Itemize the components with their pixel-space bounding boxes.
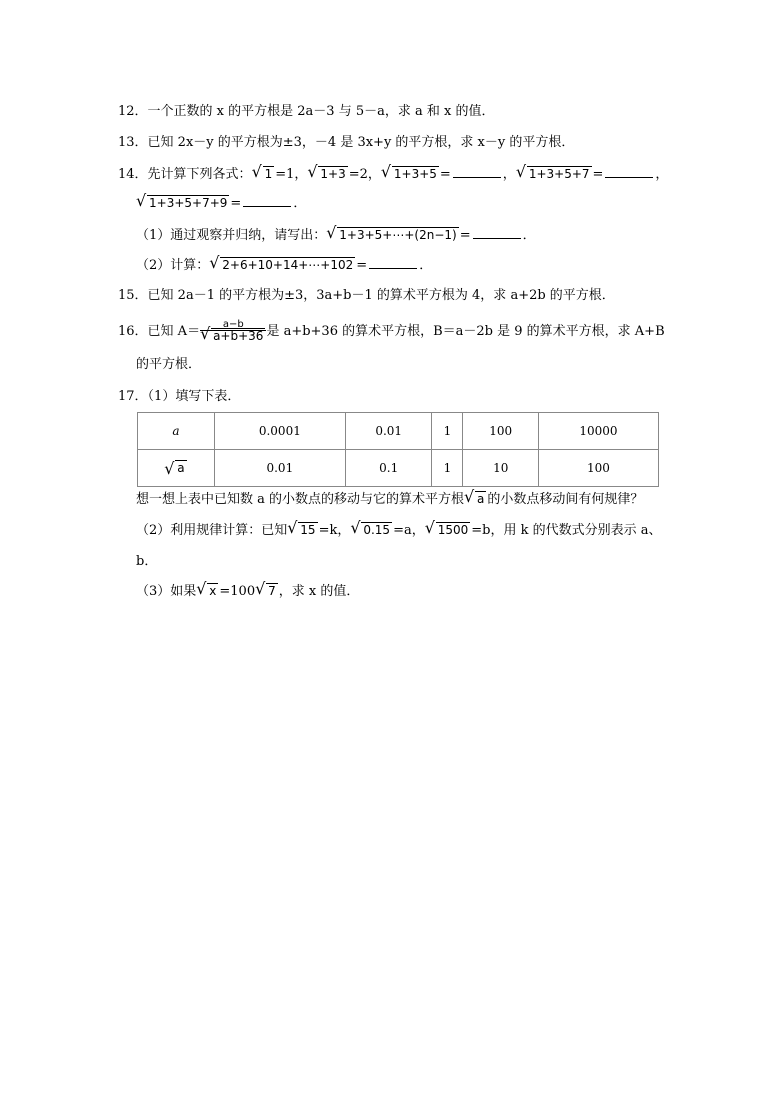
table-row xyxy=(138,450,659,487)
sqrt-expression: √ 2+6+10+14+⋯+102 xyxy=(210,256,355,275)
answer-blank xyxy=(243,194,291,207)
question-number: 13． xyxy=(118,135,148,150)
question-number: 12． xyxy=(118,104,148,119)
table-row xyxy=(138,413,659,450)
question-14-part1: （1）通过观察并归纳，请写出：√ 1+3+5+⋯+(2n−1) = ． xyxy=(136,226,536,245)
question-14: 14．先计算下列各式：√ 1 =1，√ 1+3 =2，√ 1+3+5 = ，√ 1+3+5+7 = ， xyxy=(118,165,668,184)
table-cell: 1 xyxy=(432,450,463,487)
question-text: 已知 2x－y 的平方根为±3，－4 是 3x+y 的平方根，求 x－y 的平方根． xyxy=(147,135,575,150)
question-17-part3: （3）如果√ x =100√ 7 ，求 x 的值． xyxy=(136,582,359,601)
table-cell: 0.01 xyxy=(345,413,432,450)
table-cell: 100 xyxy=(538,450,658,487)
question-17-think: 想一想上表中已知数 a 的小数点的移动与它的算术平方根√ a 的小数点移动间有何规律？ xyxy=(136,490,643,509)
table-cell: a xyxy=(138,413,215,450)
question-number: 16． xyxy=(118,324,148,339)
sqrt-expression: √ a xyxy=(165,461,186,475)
sqrt-expression: √ 1+3 xyxy=(308,165,347,184)
answer-blank xyxy=(473,226,521,239)
sqrt-expression: √ 15 xyxy=(288,521,317,540)
sqrt-expression: √ 1500 xyxy=(426,521,471,540)
question-14-line2: √ 1+3+5+7+9 = ． xyxy=(136,194,306,213)
question-number: 14． xyxy=(118,167,148,182)
sqrt-expression: √ 0.15 xyxy=(351,521,392,540)
question-text: 已知 2a－1 的平方根为±3，3a+b－1 的算术平方根为 4，求 a+2b 的平方根． xyxy=(147,288,615,303)
question-17-part2: （2）利用规律计算：已知√ 15 =k，√ 0.15 =a，√ 1500 =b，用 k 的代数式分别表示 a、 xyxy=(136,521,662,540)
sqrt-expression: √ 1+3+5+7 xyxy=(517,165,592,184)
value-table xyxy=(137,412,659,487)
question-16-line2: 的平方根． xyxy=(136,357,202,372)
answer-blank xyxy=(369,256,417,269)
question-number: 15． xyxy=(118,288,148,303)
sqrt-expression: √ 1+3+5 xyxy=(382,165,439,184)
table-cell xyxy=(138,450,215,487)
sqrt-expression: √ a xyxy=(465,490,486,509)
sqrt-expression: √ x xyxy=(197,582,218,601)
question-13 xyxy=(118,134,574,152)
table-cell: 100 xyxy=(463,413,538,450)
question-text: 先计算下列各式： xyxy=(147,167,252,182)
sqrt-expression: √ 1 xyxy=(253,165,275,184)
sqrt-expression: √ 1+3+5+7+9 xyxy=(137,194,229,213)
question-17: 17．（1）填写下表． xyxy=(118,389,241,404)
question-12 xyxy=(118,103,494,121)
question-number: 17． xyxy=(118,389,148,404)
question-14-part2: （2）计算：√ 2+6+10+14+⋯+102 = ． xyxy=(136,256,432,275)
question-17-part2-line2: b． xyxy=(136,554,158,569)
answer-blank xyxy=(605,165,653,178)
table-cell: 0.1 xyxy=(345,450,432,487)
table-cell: 0.0001 xyxy=(214,413,345,450)
answer-blank xyxy=(453,165,501,178)
table-cell: 1 xyxy=(432,413,463,450)
sqrt-expression: √ 7 xyxy=(256,582,278,601)
fraction: a−b √ a+b+36 xyxy=(200,320,266,343)
question-16: 16．已知 A＝ a−b √ a+b+36是 a+b+36 的算术平方根，B＝a－2b 是 9 的算术平方根，求 A+B xyxy=(118,320,665,343)
question-text: 一个正数的 x 的平方根是 2a－3 与 5－a，求 a 和 x 的值． xyxy=(147,104,495,119)
table-cell: 10 xyxy=(463,450,538,487)
question-15 xyxy=(118,287,615,305)
sqrt-expression: √ a+b+36 xyxy=(201,331,265,343)
sqrt-expression: √ 1+3+5+⋯+(2n−1) xyxy=(327,226,458,245)
table-cell: 0.01 xyxy=(214,450,345,487)
table-cell: 10000 xyxy=(538,413,658,450)
